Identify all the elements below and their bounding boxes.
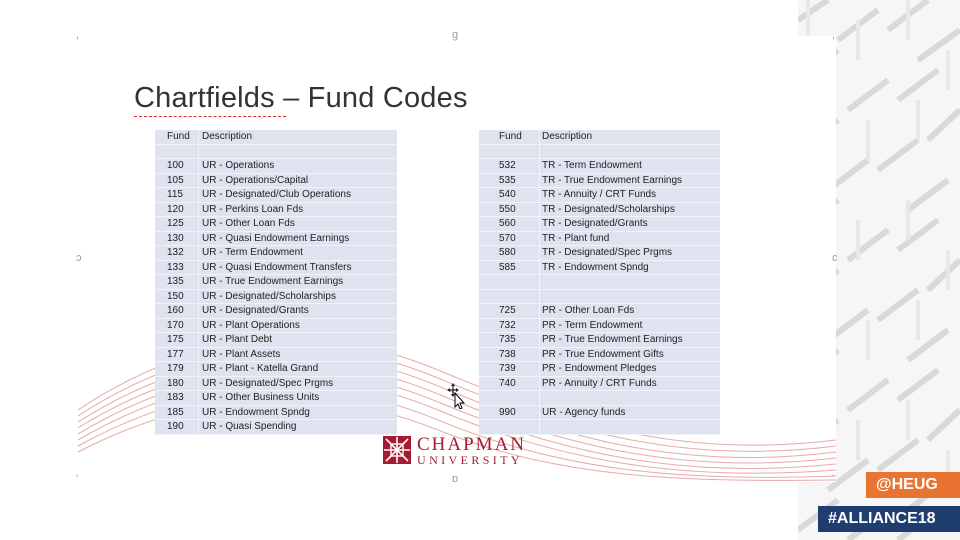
fund-code: 132 (155, 246, 199, 260)
fund-description: UR - Term Endowment (202, 247, 303, 258)
table-row (155, 391, 397, 406)
logo-text-bottom: UNIVERSITY (417, 453, 523, 467)
selection-handle[interactable]: , (76, 29, 80, 41)
fund-code: 185 (155, 406, 199, 420)
fund-code: 585 (479, 261, 540, 275)
selection-handle[interactable]: ' (832, 473, 835, 485)
fund-code: 125 (155, 217, 199, 231)
fund-description: PR - Term Endowment (542, 319, 643, 331)
fund-description: UR - True Endowment Earnings (202, 276, 344, 287)
fund-description (540, 275, 720, 289)
fund-description: UR - Other Loan Fds (202, 218, 295, 229)
table-row (479, 246, 720, 261)
fund-description: TR - True Endowment Earnings (542, 174, 683, 186)
header-fund: Fund (479, 130, 540, 144)
logo-text-top: CHAPMAN (417, 434, 527, 455)
fund-code: 560 (479, 217, 540, 231)
fund-description (540, 145, 720, 159)
fund-description (540, 391, 720, 405)
table-row (155, 275, 397, 290)
fund-code: 120 (155, 203, 199, 217)
selection-handle[interactable]: ɡ (452, 29, 459, 41)
fund-description: UR - Other Business Units (202, 392, 320, 403)
fund-code: 540 (479, 188, 540, 202)
chapman-logo-mark-icon (383, 436, 411, 464)
table-row (479, 420, 720, 435)
table-row (479, 348, 720, 363)
fund-description: UR - Designated/Scholarships (202, 290, 336, 302)
table-row (479, 203, 720, 218)
table-row (479, 174, 720, 189)
fund-description: UR - Designated/Club Operations (202, 189, 351, 200)
slide-title[interactable]: Chartfields – Fund Codes (134, 82, 468, 114)
fund-description: UR - Operations (202, 160, 275, 171)
fund-code: 105 (155, 174, 199, 188)
table-row (155, 406, 397, 421)
selection-handle[interactable]: , (832, 29, 836, 41)
table-row (155, 319, 397, 334)
selection-handle[interactable]: c (832, 252, 838, 264)
fund-description: PR - True Endowment Earnings (542, 334, 683, 345)
fund-code: 532 (479, 159, 540, 173)
fund-code: 100 (155, 159, 199, 173)
fund-code: 115 (155, 188, 199, 202)
fund-code (479, 420, 540, 434)
fund-code: 735 (479, 333, 540, 347)
fund-code: 550 (479, 203, 540, 217)
fund-code: 160 (155, 304, 199, 318)
fund-code: 133 (155, 261, 199, 275)
fund-code: 990 (479, 406, 540, 420)
alliance-badge: #ALLIANCE18 (818, 506, 960, 532)
table-row (479, 159, 720, 174)
chapman-university-logo (383, 436, 533, 468)
spellcheck-underline (134, 116, 286, 117)
fund-description: UR - Agency funds (542, 406, 626, 418)
fund-description: UR - Plant Operations (202, 319, 300, 331)
table-row (155, 333, 397, 348)
table-row (155, 304, 397, 319)
fund-code (479, 145, 540, 159)
selection-handle[interactable]: ɔ (76, 252, 82, 264)
table-row (479, 232, 720, 247)
fund-code: 739 (479, 362, 540, 376)
fund-code: 740 (479, 377, 540, 391)
fund-description: UR - Perkins Loan Fds (202, 203, 304, 215)
fund-code: 732 (479, 319, 540, 333)
fund-code: 725 (479, 304, 540, 318)
fund-description: PR - Annuity / CRT Funds (542, 377, 657, 389)
selection-handle[interactable]: ' (76, 473, 79, 485)
fund-code (479, 290, 540, 304)
fund-description: UR - Designated/Grants (202, 305, 309, 316)
table-row (479, 304, 720, 319)
table-row (155, 217, 397, 232)
fund-code: 180 (155, 377, 199, 391)
table-row (479, 362, 720, 377)
fund-description: TR - Designated/Scholarships (542, 203, 675, 215)
table-row (479, 333, 720, 348)
fund-code: 175 (155, 333, 199, 347)
fund-description: UR - Quasi Endowment Transfers (202, 261, 352, 273)
fund-code: 177 (155, 348, 199, 362)
table-row (155, 420, 397, 435)
fund-table-right[interactable] (479, 130, 720, 435)
fund-description: UR - Plant Debt (202, 334, 273, 345)
fund-code: 130 (155, 232, 199, 246)
fund-description: UR - Endowment Spndg (202, 406, 310, 418)
move-cursor-icon (447, 383, 467, 409)
table-row (479, 217, 720, 232)
fund-description: UR - Plant Assets (202, 348, 281, 360)
table-row (479, 391, 720, 406)
table-row (155, 203, 397, 218)
table-row (479, 377, 720, 392)
fund-code: 570 (479, 232, 540, 246)
fund-description (540, 290, 720, 304)
fund-code: 170 (155, 319, 199, 333)
table-row (479, 145, 720, 160)
table-row (479, 275, 720, 290)
fund-description (540, 420, 720, 434)
fund-description: UR - Quasi Endowment Earnings (202, 232, 350, 244)
table-row (155, 290, 397, 305)
fund-description: TR - Endowment Spndg (542, 261, 649, 273)
header-description: Description (542, 131, 593, 142)
fund-code: 179 (155, 362, 199, 376)
fund-code: 183 (155, 391, 199, 405)
header-fund: Fund (155, 130, 199, 144)
heug-badge: @HEUG (866, 472, 960, 498)
table-row (155, 232, 397, 247)
fund-code: 580 (479, 246, 540, 260)
fund-description: PR - True Endowment Gifts (542, 348, 664, 360)
table-row (479, 290, 720, 305)
fund-description: UR - Designated/Spec Prgms (202, 377, 334, 389)
table-row (155, 377, 397, 392)
table-row (155, 348, 397, 363)
fund-description: TR - Designated/Grants (542, 218, 648, 229)
table-row (479, 188, 720, 203)
fund-code (479, 391, 540, 405)
table-row (479, 319, 720, 334)
fund-description: TR - Plant fund (542, 232, 610, 244)
fund-description: PR - Other Loan Fds (542, 305, 635, 316)
fund-description: UR - Operations/Capital (202, 174, 309, 186)
fund-code: 190 (155, 420, 199, 434)
fund-code: 135 (155, 275, 199, 289)
fund-code (155, 145, 199, 159)
table-header-row (479, 130, 720, 145)
fund-description: TR - Term Endowment (542, 160, 642, 171)
header-description: Description (202, 131, 253, 142)
fund-description (199, 145, 397, 159)
table-row (155, 362, 397, 377)
table-row (479, 406, 720, 421)
table-header-row (155, 130, 397, 145)
table-row (155, 159, 397, 174)
table-row (155, 174, 397, 189)
fund-code: 535 (479, 174, 540, 188)
fund-code (479, 275, 540, 289)
fund-code: 150 (155, 290, 199, 304)
table-row (155, 246, 397, 261)
fund-code: 738 (479, 348, 540, 362)
selection-handle[interactable]: ɒ (452, 473, 459, 485)
fund-description: TR - Designated/Spec Prgms (542, 247, 673, 258)
fund-description: PR - Endowment Pledges (542, 363, 657, 374)
fund-table-left[interactable] (155, 130, 397, 435)
table-row (155, 145, 397, 160)
table-row (155, 188, 397, 203)
table-row (155, 261, 397, 276)
fund-description: UR - Quasi Spending (202, 421, 297, 432)
fund-description: TR - Annuity / CRT Funds (542, 189, 657, 200)
fund-description: UR - Plant - Katella Grand (202, 363, 319, 374)
table-row (479, 261, 720, 276)
